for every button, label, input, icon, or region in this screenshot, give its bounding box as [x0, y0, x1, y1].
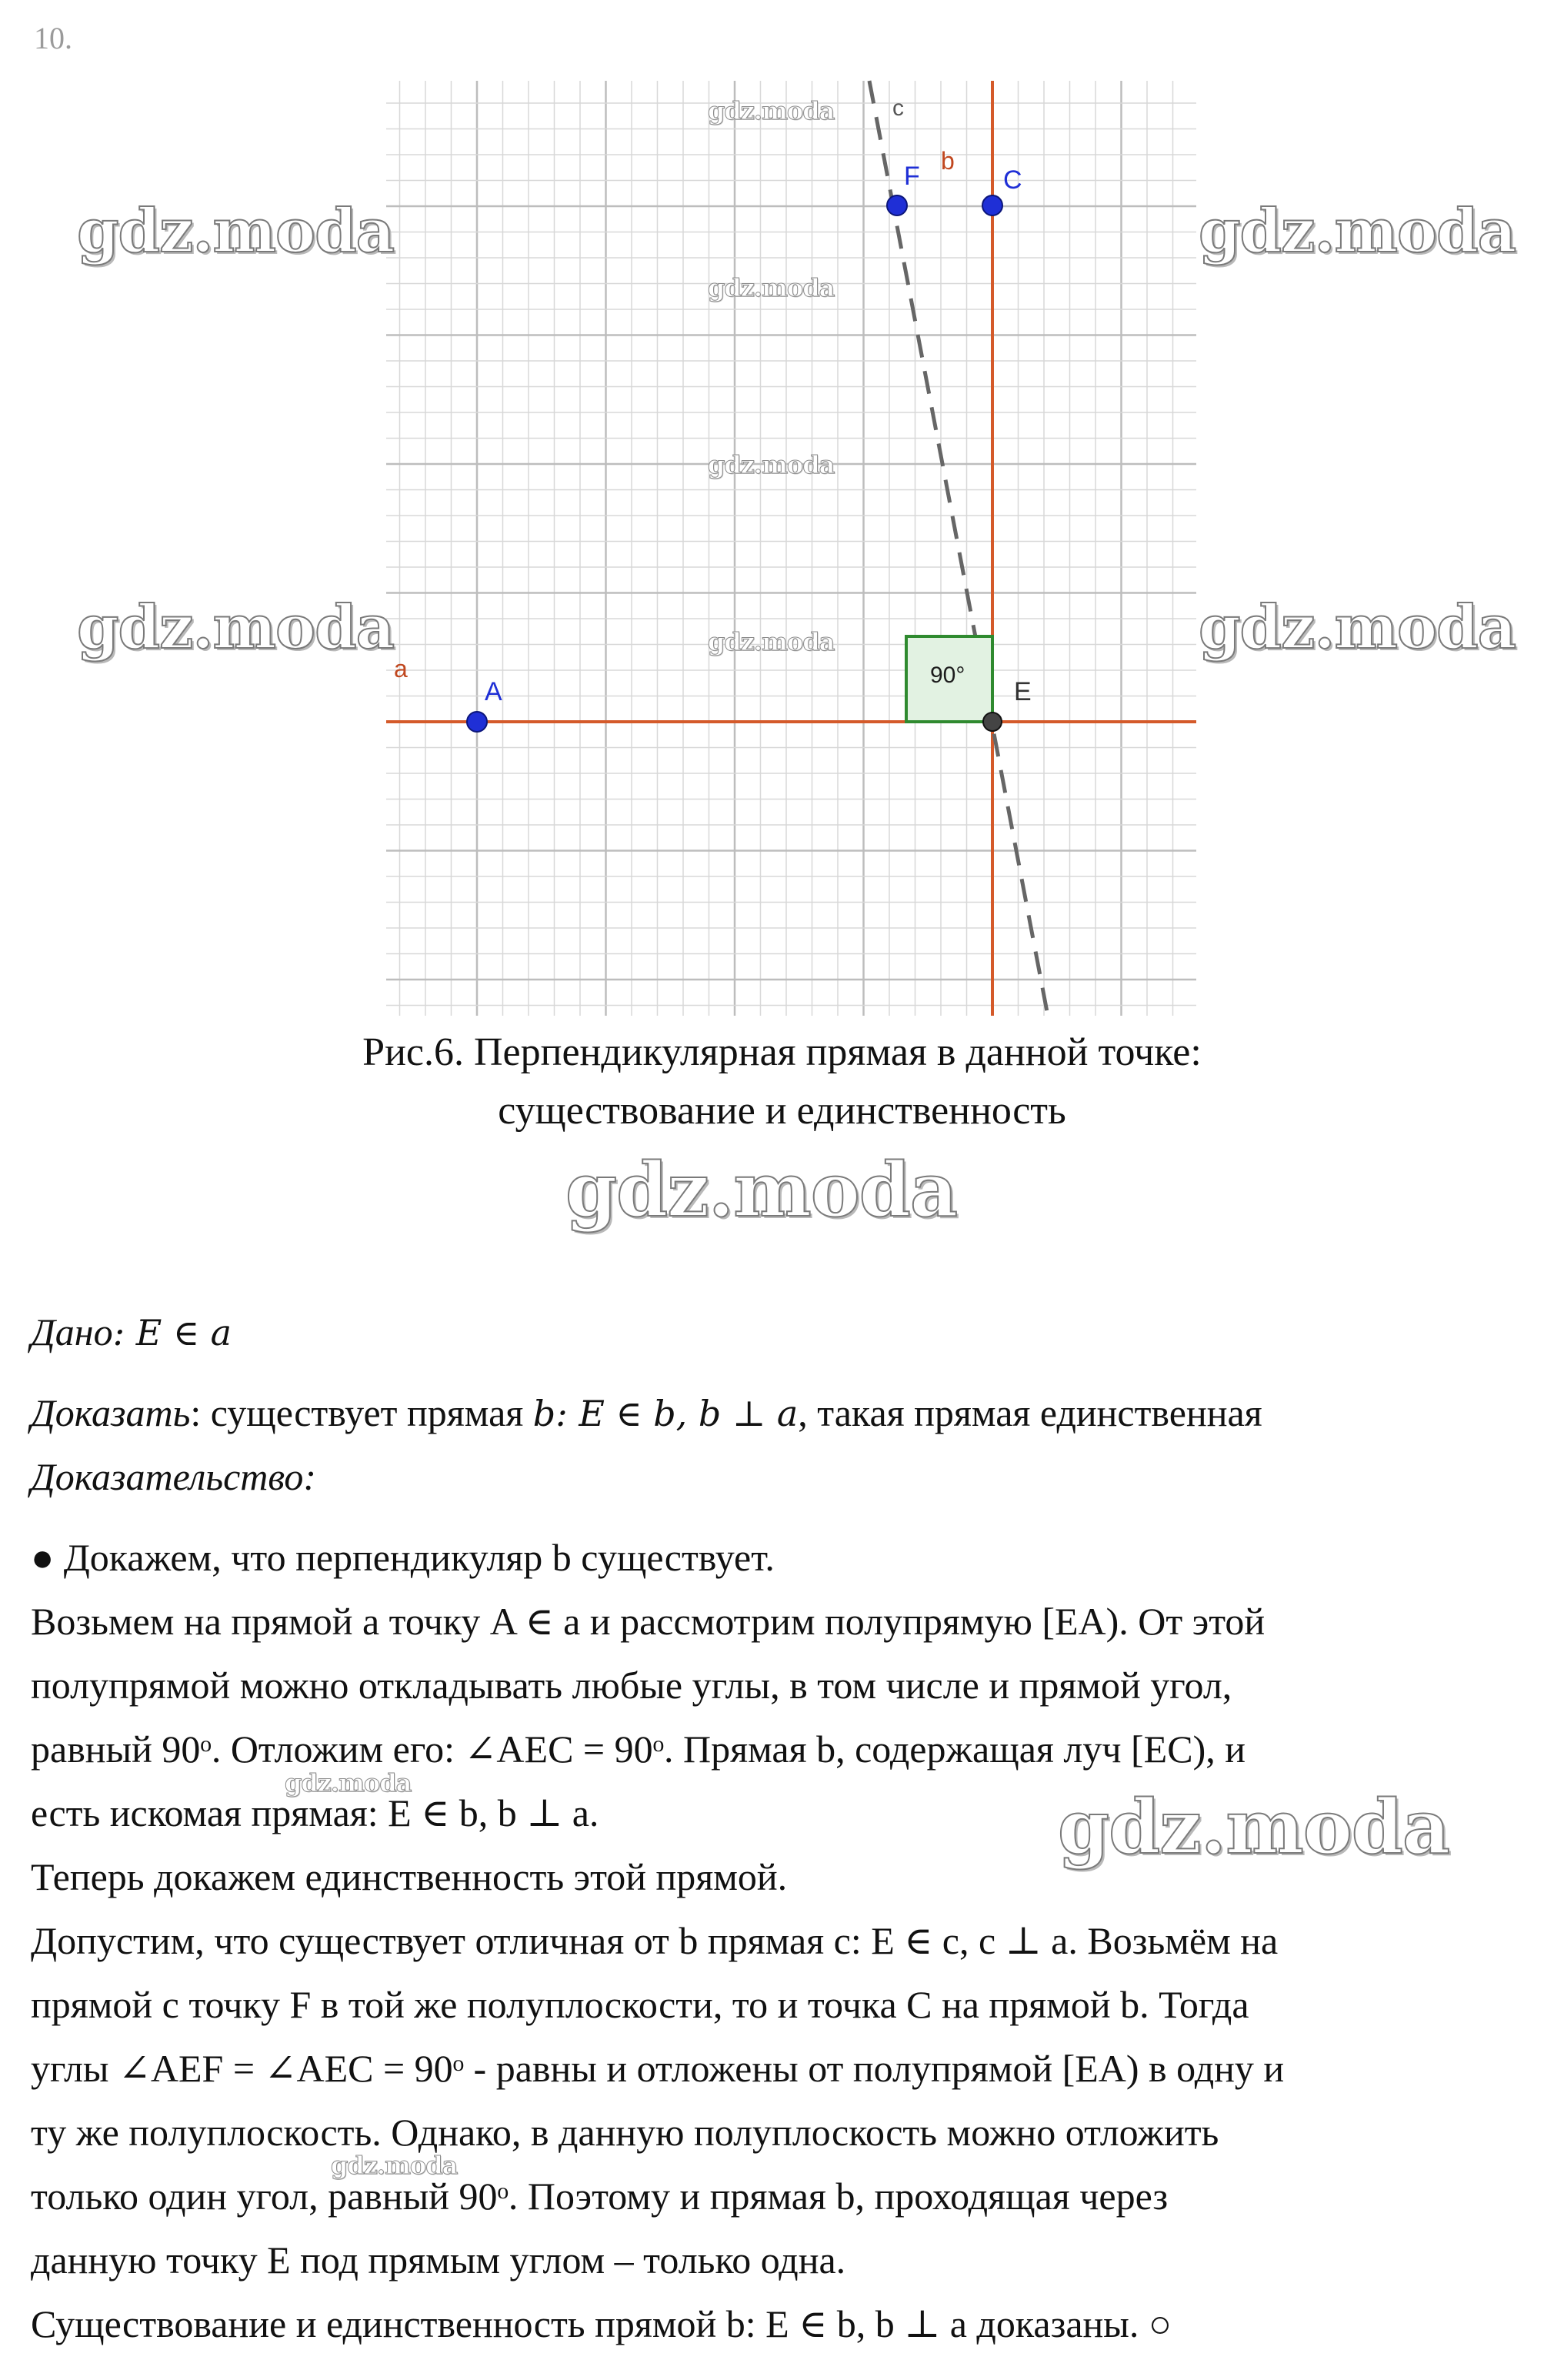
watermark: gdz.moda [77, 592, 395, 663]
coordinate-grid [386, 81, 1196, 1016]
proof-line: полупрямой можно откладывать любые углы, в том числе и прямой угол, [31, 1664, 1232, 1707]
prove-math: b: E ∈ b, b ⊥ a [532, 1393, 799, 1434]
prove-text-start: : существует прямая [190, 1391, 533, 1434]
watermark: gdz.moda [708, 450, 835, 479]
label-line-b: b [941, 147, 955, 175]
watermark: gdz.moda [1199, 592, 1516, 663]
label-point-f: F [904, 162, 920, 191]
prove-label: Доказать [31, 1391, 191, 1434]
proof-line: ● Докажем, что перпендикуляр b существует. [31, 1536, 775, 1579]
label-point-c: C [1003, 165, 1022, 195]
label-line-c: c [892, 95, 904, 121]
page-number: 10. [34, 21, 72, 55]
watermark: gdz.moda [1199, 196, 1516, 266]
proof-line: есть искомая прямая: E ∈ b, b ⊥ a. [31, 1791, 599, 1834]
given-label: Дано [31, 1310, 113, 1354]
point-f [887, 195, 907, 215]
watermark: gdz.moda [285, 1768, 412, 1798]
given-math: : E ∈ a [112, 1312, 232, 1354]
proof-line: только один угол, равный 90ᵒ. Поэтому и прямая b, проходящая через [31, 2175, 1169, 2218]
angle-label: 90° [930, 663, 965, 688]
point-e [983, 713, 1002, 731]
proof-line: Теперь докажем единственность этой прямой. [31, 1855, 788, 1898]
watermark: gdz.moda [77, 196, 395, 266]
proof-line: прямой c точку F в той же полуплоскости, то и точка C на прямой b. Тогда [31, 1983, 1249, 2026]
watermark: gdz.moda [1058, 1784, 1450, 1871]
proof-line: равный 90ᵒ. Отложим его: ∠AEC = 90ᵒ. Прямая b, содержащая луч [EC), и [31, 1727, 1246, 1771]
prove-line [31, 1381, 1539, 1445]
watermark: gdz.moda [565, 1147, 958, 1233]
prove-text-end: , такая прямая единственная [798, 1391, 1262, 1434]
label-point-e: E [1014, 677, 1032, 706]
point-a [467, 712, 487, 732]
proof-line: Существование и единственность прямой b: E ∈ b, b ⊥ a доказаны. ○ [31, 2302, 1172, 2345]
geometry-figure [0, 0, 1564, 1031]
given-line [31, 1300, 1539, 1364]
watermark: gdz.moda [708, 96, 835, 125]
proof-label: Доказательство: [31, 1455, 317, 1498]
label-line-a: a [394, 655, 408, 683]
label-point-a: A [485, 677, 502, 706]
proof-line: Допустим, что существует отличная от b прямая c: E ∈ c, c ⊥ a. Возьмём на [31, 1919, 1279, 1962]
proof-line: углы ∠AEF = ∠AEC = 90ᵒ - равны и отложены от полупрямой [EA) в одну и [31, 2047, 1285, 2090]
figure-caption-line2: существование и единственность [498, 1089, 1066, 1133]
watermark: gdz.moda [708, 627, 835, 656]
proof-line: данную точку E под прямым углом – только одна. [31, 2238, 846, 2282]
watermark: gdz.moda [331, 2151, 458, 2180]
point-c [982, 195, 1002, 215]
line-c-dashed [869, 81, 1048, 1016]
figure-caption-line1: Рис.6. Перпендикулярная прямая в данной точке: [362, 1030, 1202, 1074]
proof-line: Возьмем на прямой a точку A ∈ a и рассмотрим полупрямую [EA). От этой [31, 1600, 1266, 1643]
proof-line: ту же полуплоскость. Однако, в данную полуплоскость можно отложить [31, 2111, 1219, 2154]
watermark: gdz.moda [708, 273, 835, 302]
